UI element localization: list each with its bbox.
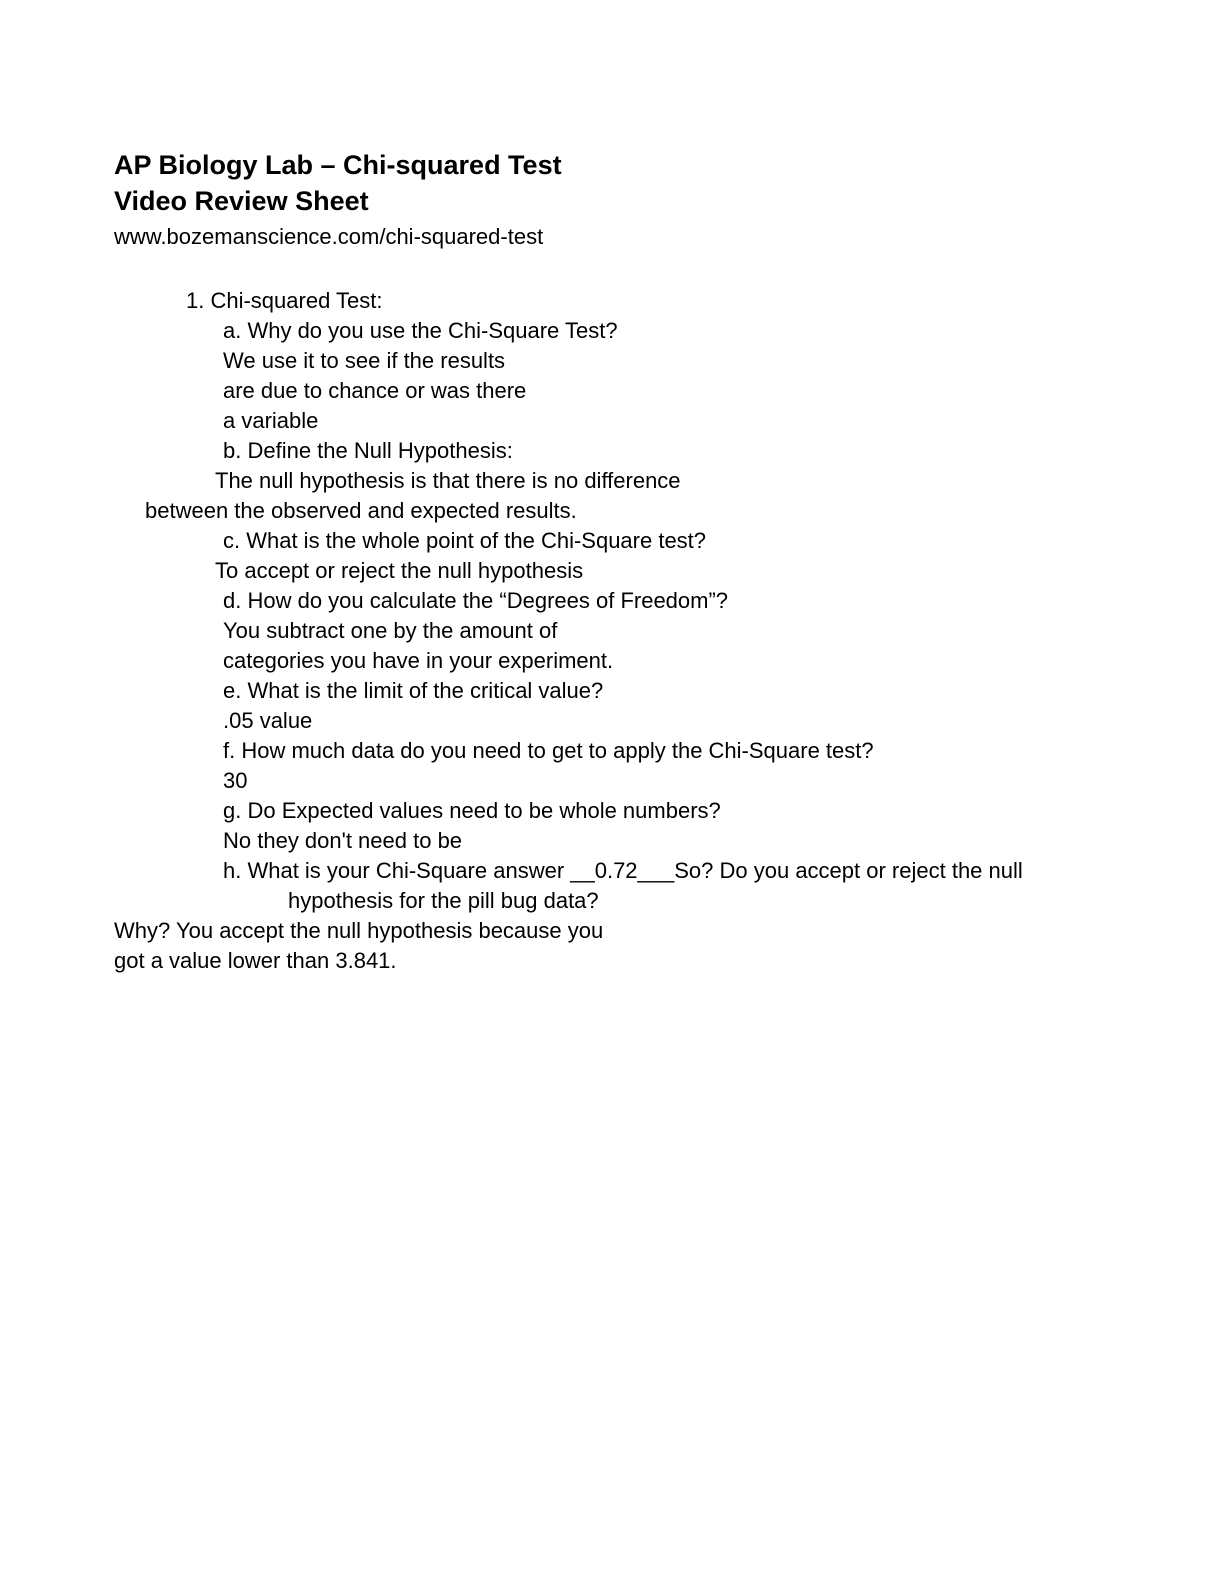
question-g: g. Do Expected values need to be whole numbers? [223, 798, 721, 823]
question-c: c. What is the whole point of the Chi-Square test? [223, 528, 707, 553]
question-b: b. Define the Null Hypothesis: [223, 438, 513, 463]
question-d: d. How do you calculate the “Degrees of Freedom”? [223, 588, 729, 613]
answer-f: 30 [223, 768, 248, 793]
page-title: AP Biology Lab – Chi-squared Test [114, 150, 562, 180]
answer-h-line-1: Why? You accept the null hypothesis because you [114, 918, 604, 943]
blank-line [0, 255, 1134, 286]
document-url: www.bozemanscience.com/chi-squared-test [114, 224, 544, 249]
question-f: f. How much data do you need to get to apply the Chi-Square test? [223, 738, 874, 763]
question-h-line-2: hypothesis for the pill bug data? [288, 888, 599, 913]
answer-d-line-1: You subtract one by the amount of [223, 618, 558, 643]
answer-g: No they don't need to be [223, 828, 463, 853]
answer-b-line-1: The null hypothesis is that there is no difference [215, 468, 681, 493]
answer-h-line-2: got a value lower than 3.841. [114, 948, 397, 973]
list-item-1-heading: 1. Chi-squared Test: [186, 288, 383, 313]
answer-b-line-2: between the observed and expected results. [145, 498, 577, 523]
answer-a-line-1: We use it to see if the results [223, 348, 506, 373]
question-e: e. What is the limit of the critical value? [223, 678, 604, 703]
answer-d-line-2: categories you have in your experiment. [223, 648, 614, 673]
question-a: a. Why do you use the Chi-Square Test? [223, 318, 618, 343]
page-subtitle: Video Review Sheet [114, 186, 369, 216]
answer-e: .05 value [223, 708, 313, 733]
question-h-line-1: h. What is your Chi-Square answer __0.72___So? Do you accept or reject the null [223, 858, 1023, 883]
answer-a-line-2: are due to chance or was there [223, 378, 527, 403]
answer-c: To accept or reject the null hypothesis [215, 558, 584, 583]
answer-a-line-3: a variable [223, 408, 319, 433]
